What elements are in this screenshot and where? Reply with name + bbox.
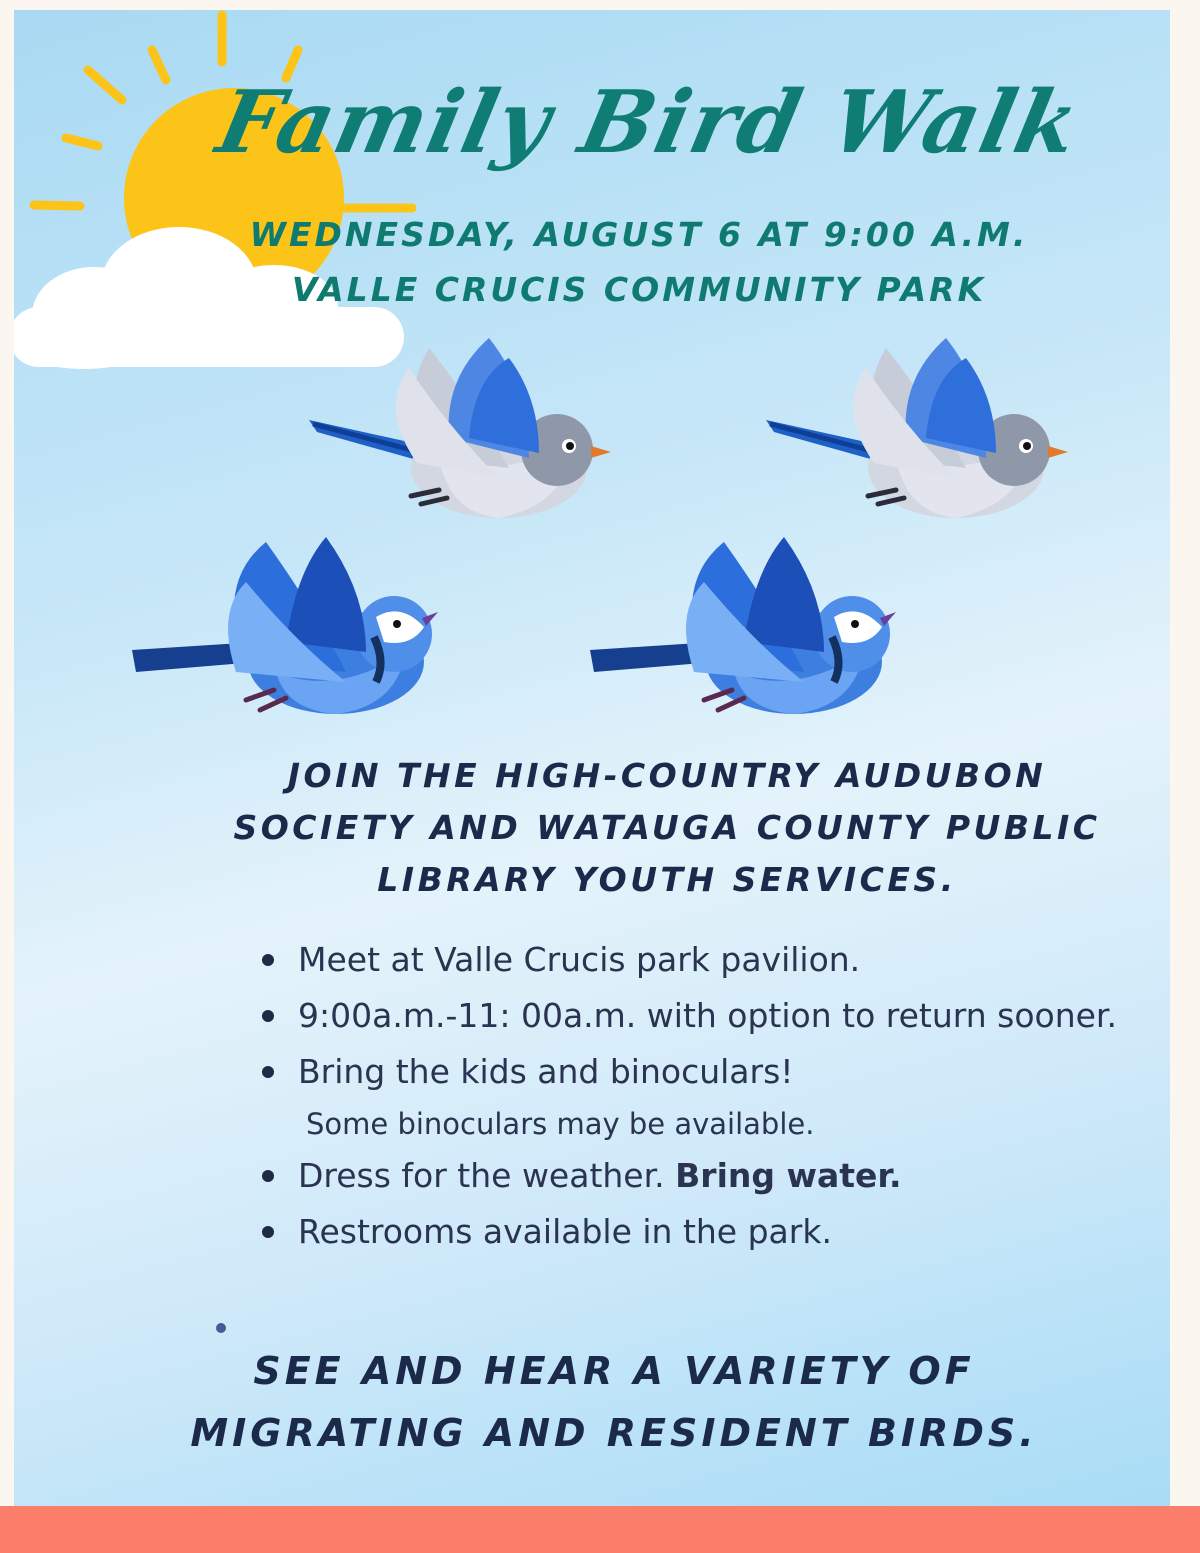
list-item-text: 9:00a.m.-11: 00a.m. with option to return sooner. [298,996,1117,1035]
bird-icon [126,522,446,722]
list-item-text: Dress for the weather. [298,1156,676,1195]
empty-bullet [216,1323,226,1333]
event-title: Family Bird Walk [209,72,1089,173]
list-item [254,932,1134,988]
organizers-line-2: SOCIETY AND WATAUGA COUNTY PUBLIC [233,808,1101,847]
details-list [254,932,1134,1260]
organizers-line-1: JOIN THE HIGH-COUNTRY AUDUBON [287,756,1047,795]
footer-bar [0,1506,1200,1553]
closing-heading [14,1340,1170,1464]
bird-icon [299,328,609,528]
list-item [254,1148,1134,1204]
list-item [254,1044,1134,1148]
closing-line-1: SEE AND HEAR A VARIETY OF [253,1349,975,1393]
organizers-line-3: LIBRARY YOUTH SERVICES. [377,860,957,899]
event-date-time: WEDNESDAY, AUGUST 6 AT 9:00 A.M. [249,215,1029,254]
closing-line-2: MIGRATING AND RESIDENT BIRDS. [190,1411,1038,1455]
list-item-text: Restrooms available in the park. [298,1212,832,1251]
event-location: VALLE CRUCIS COMMUNITY PARK [291,270,987,309]
list-item [254,988,1134,1044]
list-item-text: Meet at Valle Crucis park pavilion. [298,940,861,979]
list-item-note: Some binoculars may be available. [306,1107,815,1141]
bird-icon [584,522,904,722]
organizers-heading [14,750,1170,906]
list-item-text: Bring the kids and binoculars! [298,1052,794,1091]
poster [14,10,1170,1506]
bird-icon [756,328,1066,528]
list-item-emphasis: Bring water. [675,1156,902,1195]
list-item [254,1204,1134,1260]
